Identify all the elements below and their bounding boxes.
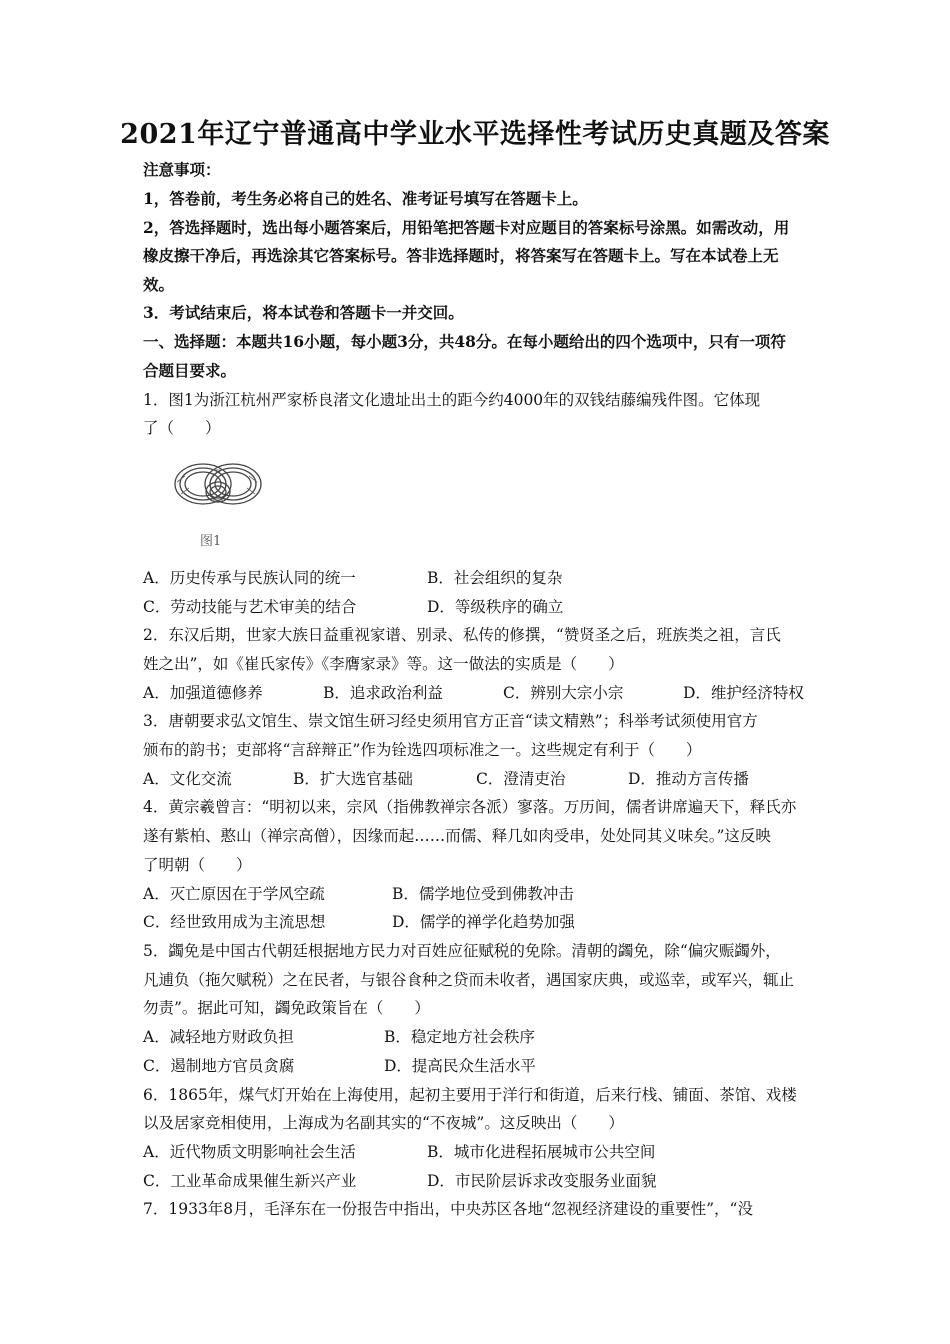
question-2-stem-line-1: 2．东汉后期，世家大族日益重视家谱、别录、私传的修撰，“赞贤圣之后，班族类之祖，言氏 (143, 626, 781, 644)
question-5-option-b: B．稳定地方社会秩序 (384, 1028, 535, 1046)
question-4-option-c: C．经世致用成为主流思想 (143, 913, 326, 931)
question-5-stem-line-3: 勿责”。据此可知，蠲免政策旨在（ ） (143, 999, 430, 1017)
question-5-option-c: C．遏制地方官员贪腐 (143, 1057, 295, 1075)
question-4-option-a: A．灭亡原因在于学风空疏 (143, 885, 325, 903)
question-5-stem-line-1: 5．蠲免是中国古代朝廷根据地方民力对百姓应征赋税的免除。清朝的蠲免，除“偏灾赈蠲外， (143, 942, 781, 960)
notice-item-2-line-1: 2，答选择题时，选出每小题答案后，用铅笔把答题卡对应题目的答案标号涂黑。如需改动，用 (143, 218, 790, 237)
question-6-stem-line-1: 6．1865年，煤气灯开始在上海使用，起初主要用于洋行和街道，后来行栈、铺面、茶馆、戏楼 (143, 1086, 797, 1104)
question-3-stem-line-2: 颁布的韵书；吏部将“言辞辩正”作为铨选四项标准之一。这些规定有利于（ ） (143, 741, 702, 759)
question-1-stem-line-1: 1．图1为浙江杭州严家桥良渚文化遗址出土的距今约4000年的双钱结藤编残件图。它体现 (143, 391, 761, 409)
question-5-option-a: A．减轻地方财政负担 (143, 1028, 294, 1046)
question-2-option-d: D．维护经济特权 (683, 684, 804, 702)
question-4-option-d: D．儒学的禅学化趋势加强 (392, 913, 575, 931)
question-6-option-d: D．市民阶层诉求改变服务业面貌 (427, 1172, 657, 1190)
notice-item-2-line-3: 效。 (143, 275, 175, 294)
question-4-stem-line-1: 4．黄宗羲曾言：“明初以来，宗风（指佛教禅宗各派）寥落。万历间，儒者讲席遍天下，释氏亦 (143, 798, 797, 816)
question-2-stem-line-2: 姓之出”，如《崔氏家传》《李膺家录》等。这一做法的实质是（ ） (143, 655, 624, 673)
question-4-stem-line-2: 遂有紫柏、憨山（禅宗高僧），因缘而起……而儒、释几如肉受串，处处同其义味矣。”这反映 (143, 827, 771, 845)
question-4-option-b: B．儒学地位受到佛教冲击 (392, 885, 574, 903)
question-5-stem-line-2: 凡逋负（拖欠赋税）之在民者，与银谷食种之贷而未收者，遇国家庆典，或巡幸，或军兴，辄止 (143, 971, 795, 989)
question-2-option-c: C．辨别大宗小宗 (503, 684, 624, 702)
question-3-option-a: A．文化交流 (143, 770, 232, 788)
question-7-stem-line-1: 7．1933年8月，毛泽东在一份报告中指出，中央苏区各地“忽视经济建设的重要性”，“没 (143, 1200, 753, 1218)
question-2-option-b: B．追求政治利益 (323, 684, 443, 702)
figure-caption: 图1 (200, 534, 222, 549)
question-1-option-c: C．劳动技能与艺术审美的结合 (143, 598, 357, 616)
question-1-option-a: A．历史传承与民族认同的统一 (143, 569, 356, 587)
section-heading-line-1: 一、选择题：本题共16小题，每小题3分，共48分。在每小题给出的四个选项中，只有一项符 (143, 332, 786, 351)
question-6-option-c: C．工业革命成果催生新兴产业 (143, 1172, 357, 1190)
question-1-option-b: B．社会组织的复杂 (427, 569, 563, 587)
question-4-stem-line-3: 了明朝（ ） (143, 856, 252, 874)
question-3-option-c: C．澄清吏治 (476, 770, 566, 788)
question-1-stem-line-2: 了（ ） (143, 419, 221, 437)
question-1-option-d: D．等级秩序的确立 (427, 598, 564, 616)
notice-heading: 注意事项： (143, 160, 221, 179)
question-6-option-a: A．近代物质文明影响社会生活 (143, 1143, 356, 1161)
page-title: 2021年辽宁普通高中学业水平选择性考试历史真题及答案 (120, 119, 830, 150)
notice-item-3: 3．考试结束后，将本试卷和答题卡一并交回。 (143, 303, 464, 322)
question-3-option-b: B．扩大选官基础 (293, 770, 413, 788)
section-heading-line-2: 合题目要求。 (143, 361, 237, 380)
question-2-option-a: A．加强道德修养 (143, 684, 263, 702)
question-3-stem-line-1: 3．唐朝要求弘文馆生、崇文馆生研习经史须用官方正音“读文精熟”；科举考试须使用官方 (143, 712, 758, 730)
question-6-option-b: B．城市化进程拓展城市公共空间 (427, 1143, 656, 1161)
question-5-option-d: D．提高民众生活水平 (384, 1057, 536, 1075)
question-6-stem-line-2: 以及居家竞相使用，上海成为名副其实的“不夜城”。这反映出（ ） (143, 1114, 624, 1132)
notice-item-2-line-2: 橡皮擦干净后，再选涂其它答案标号。答非选择题时，将答案写在答题卡上。写在本试卷上无 (143, 246, 779, 265)
question-3-option-d: D．推动方言传播 (628, 770, 749, 788)
notice-item-1: 1，答卷前，考生务必将自己的姓名、准考证号填写在答题卡上。 (143, 189, 588, 208)
